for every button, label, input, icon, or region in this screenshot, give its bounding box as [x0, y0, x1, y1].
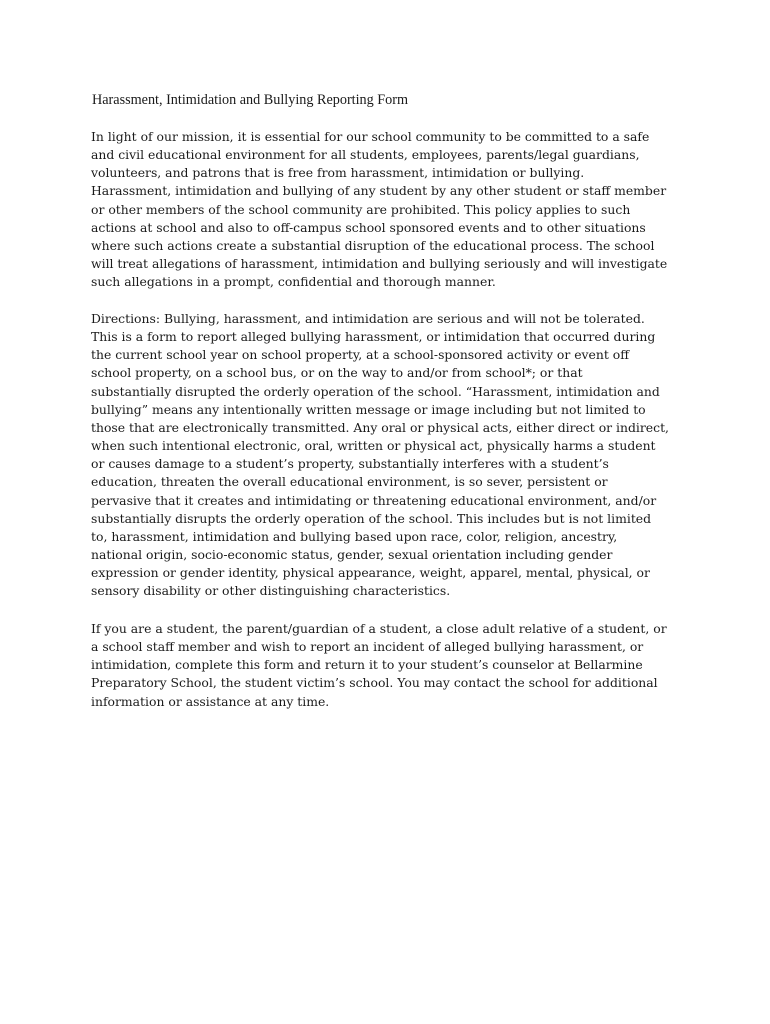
- paragraph-line: school property, on a school bus, or on the way to and/or from school*; or that: [91, 365, 583, 381]
- paragraph-line: where such actions create a substantial disruption of the educational process. The school: [91, 237, 655, 253]
- paragraph-line: Directions: Bullying, harassment, and intimidation are serious and will not be tolerated.: [91, 311, 645, 326]
- paragraph-line: pervasive that it creates and intimidating or threatening educational environment, and/or: [91, 492, 657, 508]
- paragraph-line: national origin, socio-economic status, gender, sexual orientation including gender: [91, 547, 613, 563]
- paragraph-line: and civil educational environment for all students, employees, parents/legal guardians,: [91, 147, 640, 163]
- paragraph-line: substantially disrupts the orderly operation of the school. This includes but is not limited: [91, 510, 652, 526]
- paragraph-line: the current school year on school property, at a school-sponsored activity or event off: [91, 347, 630, 363]
- paragraph-line: substantially disrupted the orderly operation of the school. “Harassment, intimidation and: [91, 383, 660, 399]
- paragraph-line: or other members of the school community are prohibited. This policy applies to such: [91, 201, 631, 217]
- form-title: Harassment, Intimidation and Bullying Reporting Form: [92, 92, 409, 108]
- paragraph-line: to, harassment, intimidation and bullying based upon race, color, religion, ancestry,: [91, 528, 618, 544]
- paragraph-line: Preparatory School, the student victim’s school. You may contact the school for additional: [91, 675, 658, 691]
- paragraph-line: actions at school and also to off-campus school sponsored events and to other situations: [91, 219, 646, 235]
- paragraph-line: education, threaten the overall educational environment, is so sever, persistent or: [91, 474, 608, 490]
- mission-paragraph: [91, 128, 691, 291]
- paragraph-line: Harassment, intimidation and bullying of any student by any other student or staff member: [91, 183, 667, 199]
- paragraph-line: This is a form to report alleged bullying harassment, or intimidation that occurred during: [91, 329, 656, 345]
- paragraph-line: those that are electronically transmitted. Any oral or physical acts, either direct or indirect,: [91, 419, 669, 435]
- directions-paragraph: [91, 310, 691, 601]
- paragraph-line: information or assistance at any time.: [91, 693, 330, 709]
- paragraph-line: If you are a student, the parent/guardian of a student, a close adult relative of a student, or: [91, 621, 667, 636]
- paragraph-line: or causes damage to a student’s property, substantially interferes with a student’s: [91, 456, 609, 472]
- instructions-paragraph: [91, 620, 691, 711]
- paragraph-line: intimidation, complete this form and return it to your student’s counselor at Bellarmine: [91, 657, 643, 673]
- paragraph-line: expression or gender identity, physical appearance, weight, apparel, mental, physical, or: [91, 565, 650, 581]
- paragraph-line: bullying” means any intentionally written message or image including but not limited to: [91, 401, 646, 417]
- paragraph-line: volunteers, and patrons that is free from harassment, intimidation or bullying.: [91, 165, 585, 181]
- paragraph-line: sensory disability or other distinguishing characteristics.: [91, 583, 451, 599]
- paragraph-line: such allegations in a prompt, confidential and thorough manner.: [91, 274, 496, 290]
- paragraph-line: will treat allegations of harassment, intimidation and bullying seriously and will investigate: [91, 256, 668, 272]
- paragraph-line: a school staff member and wish to report an incident of alleged bullying harassment, or: [91, 639, 644, 655]
- paragraph-line: In light of our mission, it is essential for our school community to be committed to a safe: [91, 129, 650, 144]
- paragraph-line: when such intentional electronic, oral, written or physical act, physically harms a student: [91, 438, 656, 454]
